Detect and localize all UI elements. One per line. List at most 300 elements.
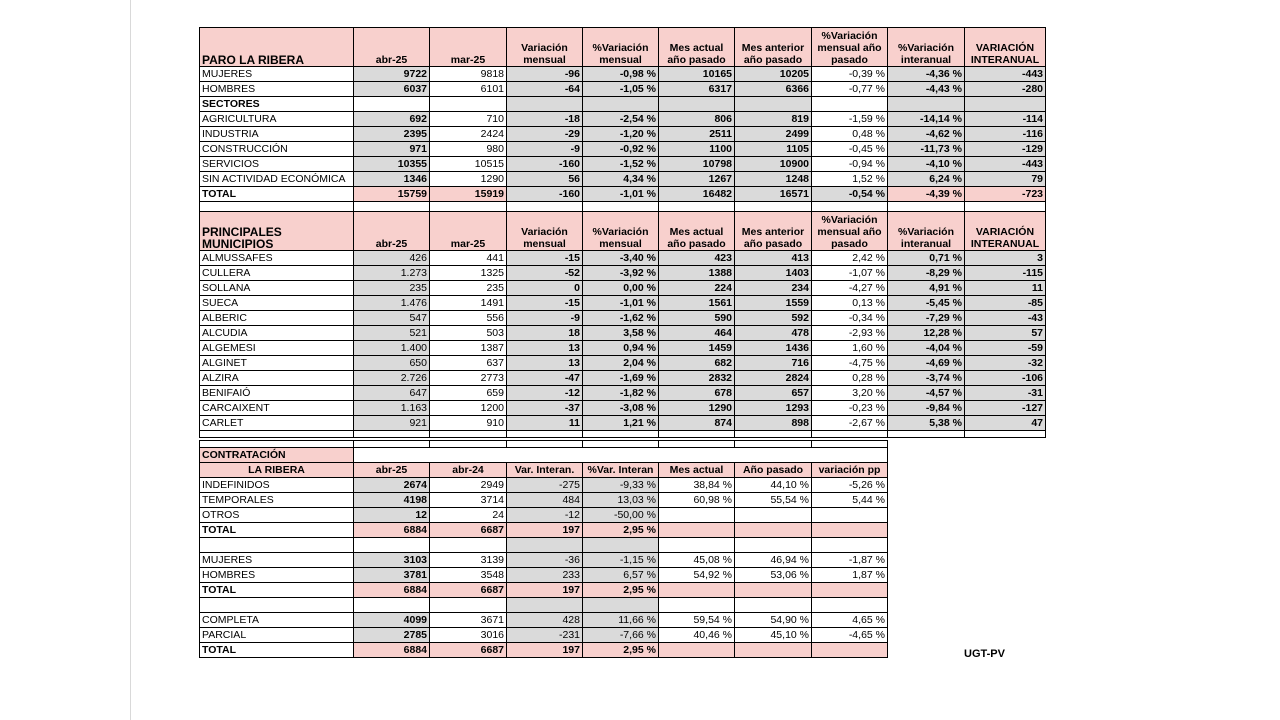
empty-cell [812, 431, 888, 438]
value-cell: -3,92 % [583, 266, 659, 281]
value-cell: -37 [507, 401, 583, 416]
row-label: MUJERES [200, 553, 354, 568]
value-cell: 874 [659, 416, 735, 431]
value-cell: 13,03 % [583, 493, 659, 508]
value-cell: -2,67 % [812, 416, 888, 431]
value-cell: 682 [659, 356, 735, 371]
value-cell: -9 [507, 311, 583, 326]
value-cell: 1293 [735, 401, 812, 416]
empty-cell [735, 441, 812, 448]
column-header: Mes anterior año pasado [735, 28, 812, 67]
section-title: PRINCIPALES MUNICIPIOS [200, 212, 354, 251]
value-cell: -4,65 % [812, 628, 888, 643]
value-cell: -3,40 % [583, 251, 659, 266]
value-cell: 6,57 % [583, 568, 659, 583]
empty-cell [583, 441, 659, 448]
value-cell: 10900 [735, 157, 812, 172]
row-label: ALCUDIA [200, 326, 354, 341]
value-cell: 6366 [735, 82, 812, 97]
value-cell: -0,77 % [812, 82, 888, 97]
empty-cell [583, 202, 659, 212]
value-cell: 0,71 % [888, 251, 965, 266]
value-cell: 224 [659, 281, 735, 296]
table-row [200, 67, 1046, 82]
value-cell: 2785 [354, 628, 430, 643]
empty-cell [200, 598, 354, 613]
value-cell: 592 [735, 311, 812, 326]
value-cell: -1,05 % [583, 82, 659, 97]
value-cell: -0,45 % [812, 142, 888, 157]
value-cell: 659 [430, 386, 507, 401]
value-cell: 0,00 % [583, 281, 659, 296]
value-cell: -443 [965, 157, 1046, 172]
value-cell: 590 [659, 311, 735, 326]
value-cell: 898 [735, 416, 812, 431]
row-label: CULLERA [200, 266, 354, 281]
empty-cell [812, 202, 888, 212]
value-cell: -115 [965, 266, 1046, 281]
value-cell: 692 [354, 112, 430, 127]
column-header: VARIACIÓN INTERANUAL [965, 28, 1046, 67]
value-cell: -4,69 % [888, 356, 965, 371]
row-label: SOLLANA [200, 281, 354, 296]
value-cell: 423 [659, 251, 735, 266]
value-cell: 1325 [430, 266, 507, 281]
value-cell: -1,87 % [812, 553, 888, 568]
value-cell: 1248 [735, 172, 812, 187]
value-cell: 1.476 [354, 296, 430, 311]
column-header: Var. Interan. [507, 463, 583, 478]
column-header: abr-24 [430, 463, 507, 478]
column-header: Mes anterior año pasado [735, 212, 812, 251]
empty-cell [659, 202, 735, 212]
section-label-row [200, 97, 1046, 112]
value-cell: -29 [507, 127, 583, 142]
value-cell: 0,28 % [812, 371, 888, 386]
value-cell: 197 [507, 583, 583, 598]
value-cell: 4,65 % [812, 613, 888, 628]
value-cell: 6317 [659, 82, 735, 97]
value-cell: -0,34 % [812, 311, 888, 326]
value-cell: 547 [354, 311, 430, 326]
value-cell [659, 523, 735, 538]
value-cell: 15919 [430, 187, 507, 202]
value-cell: 18 [507, 326, 583, 341]
column-header: Mes actual [659, 463, 735, 478]
value-cell: 0,94 % [583, 341, 659, 356]
row-label: CARCAIXENT [200, 401, 354, 416]
table-row [200, 356, 1046, 371]
value-cell: 971 [354, 142, 430, 157]
table-row [200, 553, 888, 568]
value-cell: -1,01 % [583, 187, 659, 202]
value-cell: 3714 [430, 493, 507, 508]
value-cell: 478 [735, 326, 812, 341]
value-cell: 2824 [735, 371, 812, 386]
table-row [200, 266, 1046, 281]
empty-cell [583, 538, 659, 553]
value-cell: 16571 [735, 187, 812, 202]
value-cell: 2949 [430, 478, 507, 493]
empty-cell [659, 431, 735, 438]
value-cell: 6687 [430, 583, 507, 598]
empty-cell [659, 538, 735, 553]
empty-cell [659, 97, 735, 112]
empty-cell [812, 441, 888, 448]
value-cell [735, 508, 812, 523]
column-header: abr-25 [354, 463, 430, 478]
row-label: TEMPORALES [200, 493, 354, 508]
value-cell: 6884 [354, 643, 430, 658]
row-label: TOTAL [200, 187, 354, 202]
value-cell: -47 [507, 371, 583, 386]
value-cell: -0,94 % [812, 157, 888, 172]
value-cell: -9,33 % [583, 478, 659, 493]
value-cell: -11,73 % [888, 142, 965, 157]
value-cell: -1,82 % [583, 386, 659, 401]
value-cell: 45,08 % [659, 553, 735, 568]
value-cell: 10205 [735, 67, 812, 82]
value-cell: -4,75 % [812, 356, 888, 371]
value-cell: 40,46 % [659, 628, 735, 643]
empty-cell [354, 202, 430, 212]
value-cell: 12 [354, 508, 430, 523]
value-cell [735, 583, 812, 598]
column-header: %Variación interanual [888, 212, 965, 251]
value-cell: 235 [430, 281, 507, 296]
column-header: mar-25 [430, 28, 507, 67]
value-cell: -1,01 % [583, 296, 659, 311]
value-cell: 6,24 % [888, 172, 965, 187]
value-cell: 806 [659, 112, 735, 127]
empty-cell [735, 538, 812, 553]
empty-cell [507, 97, 583, 112]
value-cell: 2,95 % [583, 583, 659, 598]
empty-cell [430, 97, 507, 112]
value-cell: -0,23 % [812, 401, 888, 416]
value-cell: -7,66 % [583, 628, 659, 643]
value-cell: 910 [430, 416, 507, 431]
value-cell: 1346 [354, 172, 430, 187]
table-row [200, 628, 888, 643]
value-cell: 2,95 % [583, 643, 659, 658]
table-row [200, 643, 888, 658]
value-cell: 60,98 % [659, 493, 735, 508]
empty-cell [812, 538, 888, 553]
row-label: ALGINET [200, 356, 354, 371]
value-cell: -7,29 % [888, 311, 965, 326]
value-cell: 6037 [354, 82, 430, 97]
empty-cell [965, 202, 1046, 212]
column-header: variación pp [812, 463, 888, 478]
value-cell [812, 643, 888, 658]
value-cell: 9722 [354, 67, 430, 82]
value-cell: 1561 [659, 296, 735, 311]
row-label: INDEFINIDOS [200, 478, 354, 493]
table-row [200, 568, 888, 583]
value-cell: 2499 [735, 127, 812, 142]
spacer-row [200, 202, 1046, 212]
value-cell: 1100 [659, 142, 735, 157]
value-cell: 980 [430, 142, 507, 157]
empty-cell [507, 598, 583, 613]
empty-cell [659, 441, 735, 448]
value-cell: 521 [354, 326, 430, 341]
value-cell: 10165 [659, 67, 735, 82]
empty-cell [354, 431, 430, 438]
value-cell: 56 [507, 172, 583, 187]
table-row [200, 112, 1046, 127]
value-cell: -1,15 % [583, 553, 659, 568]
contratacion-table [199, 440, 888, 658]
value-cell: 1,21 % [583, 416, 659, 431]
value-cell: -160 [507, 157, 583, 172]
value-cell: -116 [965, 127, 1046, 142]
value-cell [659, 583, 735, 598]
value-cell: 3016 [430, 628, 507, 643]
value-cell: 1.163 [354, 401, 430, 416]
row-label: OTROS [200, 508, 354, 523]
table-row [200, 157, 1046, 172]
value-cell: 2,42 % [812, 251, 888, 266]
empty-cell [888, 431, 965, 438]
value-cell: -127 [965, 401, 1046, 416]
value-cell: 54,90 % [735, 613, 812, 628]
value-cell: 657 [735, 386, 812, 401]
table-row [200, 326, 1046, 341]
value-cell: 2511 [659, 127, 735, 142]
column-header: %Variación interanual [888, 28, 965, 67]
column-header: VARIACIÓN INTERANUAL [965, 212, 1046, 251]
value-cell: 6687 [430, 643, 507, 658]
value-cell [659, 643, 735, 658]
value-cell: -14,14 % [888, 112, 965, 127]
table-row [200, 613, 888, 628]
value-cell: 44,10 % [735, 478, 812, 493]
value-cell: -114 [965, 112, 1046, 127]
value-cell: -18 [507, 112, 583, 127]
empty-cell [888, 97, 965, 112]
value-cell: 503 [430, 326, 507, 341]
row-label: PARCIAL [200, 628, 354, 643]
section-title: CONTRATACIÓN [200, 448, 354, 463]
value-cell: 24 [430, 508, 507, 523]
value-cell: 46,94 % [735, 553, 812, 568]
value-cell: 4099 [354, 613, 430, 628]
empty-cell [507, 431, 583, 438]
value-cell: -1,62 % [583, 311, 659, 326]
value-cell: 556 [430, 311, 507, 326]
value-cell: 1559 [735, 296, 812, 311]
value-cell: 1267 [659, 172, 735, 187]
value-cell: -106 [965, 371, 1046, 386]
value-cell: -31 [965, 386, 1046, 401]
table-row [200, 523, 888, 538]
value-cell: -0,39 % [812, 67, 888, 82]
value-cell: -129 [965, 142, 1046, 157]
value-cell: -3,74 % [888, 371, 965, 386]
value-cell: 3548 [430, 568, 507, 583]
column-header: Año pasado [735, 463, 812, 478]
value-cell: 1436 [735, 341, 812, 356]
value-cell: 79 [965, 172, 1046, 187]
value-cell: 1491 [430, 296, 507, 311]
value-cell: 428 [507, 613, 583, 628]
table-row [200, 386, 1046, 401]
value-cell: -4,04 % [888, 341, 965, 356]
row-label: INDUSTRIA [200, 127, 354, 142]
value-cell: 234 [735, 281, 812, 296]
table-row [200, 296, 1046, 311]
value-cell: 1,52 % [812, 172, 888, 187]
table-row [200, 478, 888, 493]
empty-cell [735, 598, 812, 613]
row-label: HOMBRES [200, 568, 354, 583]
value-cell: 0 [507, 281, 583, 296]
value-cell: -36 [507, 553, 583, 568]
value-cell: 235 [354, 281, 430, 296]
value-cell: 57 [965, 326, 1046, 341]
value-cell: -4,57 % [888, 386, 965, 401]
value-cell: 484 [507, 493, 583, 508]
table-row [200, 82, 1046, 97]
value-cell: -1,69 % [583, 371, 659, 386]
table-row [200, 172, 1046, 187]
value-cell: 197 [507, 523, 583, 538]
value-cell: 1.273 [354, 266, 430, 281]
value-cell: -1,59 % [812, 112, 888, 127]
value-cell: -0,98 % [583, 67, 659, 82]
row-label: SUECA [200, 296, 354, 311]
table-row [200, 251, 1046, 266]
value-cell: 2773 [430, 371, 507, 386]
row-label: TOTAL [200, 523, 354, 538]
value-cell: 2,04 % [583, 356, 659, 371]
value-cell: -5,26 % [812, 478, 888, 493]
empty-cell [812, 598, 888, 613]
empty-cell [354, 538, 430, 553]
empty-cell [735, 97, 812, 112]
value-cell: 464 [659, 326, 735, 341]
row-label: HOMBRES [200, 82, 354, 97]
value-cell: -43 [965, 311, 1046, 326]
column-header: Variación mensual [507, 212, 583, 251]
value-cell: -96 [507, 67, 583, 82]
value-cell: 0,48 % [812, 127, 888, 142]
table-row [200, 583, 888, 598]
value-cell: -4,27 % [812, 281, 888, 296]
section-label: SECTORES [200, 97, 354, 112]
spacer-row [200, 598, 888, 613]
value-cell: 3139 [430, 553, 507, 568]
value-cell: 9818 [430, 67, 507, 82]
value-cell: 197 [507, 643, 583, 658]
value-cell: -231 [507, 628, 583, 643]
title-row [200, 448, 888, 463]
empty-cell [430, 431, 507, 438]
value-cell [735, 643, 812, 658]
value-cell: 47 [965, 416, 1046, 431]
value-cell: -4,39 % [888, 187, 965, 202]
value-cell: -3,08 % [583, 401, 659, 416]
value-cell: 45,10 % [735, 628, 812, 643]
value-cell: 710 [430, 112, 507, 127]
value-cell: -443 [965, 67, 1046, 82]
value-cell: -50,00 % [583, 508, 659, 523]
row-label: CARLET [200, 416, 354, 431]
empty-cell [735, 431, 812, 438]
column-header: abr-25 [354, 212, 430, 251]
paro-table [199, 27, 1046, 438]
empty-cell [735, 202, 812, 212]
value-cell: 2674 [354, 478, 430, 493]
value-cell: -9 [507, 142, 583, 157]
value-cell: 1,87 % [812, 568, 888, 583]
value-cell: -4,43 % [888, 82, 965, 97]
column-header: abr-25 [354, 28, 430, 67]
row-label: ALZIRA [200, 371, 354, 386]
value-cell: 2.726 [354, 371, 430, 386]
value-cell: 3781 [354, 568, 430, 583]
column-header: %Variación mensual año pasado [812, 28, 888, 67]
row-label: CONSTRUCCIÓN [200, 142, 354, 157]
value-cell: 11 [507, 416, 583, 431]
value-cell: -2,54 % [583, 112, 659, 127]
value-cell: 1.400 [354, 341, 430, 356]
value-cell: 1,60 % [812, 341, 888, 356]
spacer-row [200, 431, 1046, 438]
table-row [200, 493, 888, 508]
row-label: SIN ACTIVIDAD ECONÓMICA [200, 172, 354, 187]
empty-cell [965, 97, 1046, 112]
value-cell: 4,34 % [583, 172, 659, 187]
value-cell: -4,62 % [888, 127, 965, 142]
section-subtitle: LA RIBERA [200, 463, 354, 478]
value-cell: 1387 [430, 341, 507, 356]
header-row [200, 28, 1046, 67]
table-row [200, 142, 1046, 157]
empty-cell [659, 598, 735, 613]
value-cell: 716 [735, 356, 812, 371]
empty-cell [430, 202, 507, 212]
value-cell: 2395 [354, 127, 430, 142]
value-cell: 5,44 % [812, 493, 888, 508]
value-cell: 6101 [430, 82, 507, 97]
value-cell: -0,92 % [583, 142, 659, 157]
value-cell: 678 [659, 386, 735, 401]
value-cell: -12 [507, 508, 583, 523]
table-row [200, 508, 888, 523]
value-cell: 921 [354, 416, 430, 431]
column-header: %Variación mensual [583, 28, 659, 67]
value-cell: -275 [507, 478, 583, 493]
empty-cell [430, 598, 507, 613]
header-row [200, 212, 1046, 251]
value-cell: 3,58 % [583, 326, 659, 341]
empty-cell [430, 538, 507, 553]
footer-label: UGT-PV [964, 648, 1005, 660]
value-cell: 3671 [430, 613, 507, 628]
empty-cell [354, 598, 430, 613]
value-cell: 12,28 % [888, 326, 965, 341]
value-cell: -85 [965, 296, 1046, 311]
value-cell: 650 [354, 356, 430, 371]
table-row [200, 371, 1046, 386]
value-cell: -4,36 % [888, 67, 965, 82]
value-cell: 13 [507, 341, 583, 356]
empty-cell [354, 448, 888, 463]
value-cell: 647 [354, 386, 430, 401]
